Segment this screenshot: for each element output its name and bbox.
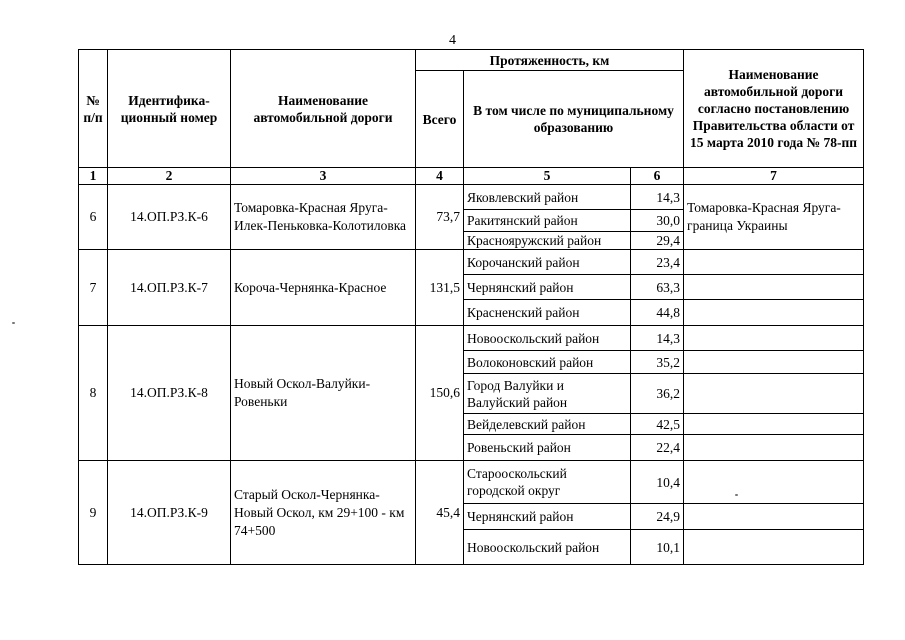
district-km: 29,4 [631, 232, 684, 250]
district-name: Корочанский район [464, 250, 631, 275]
district-name: Вейделевский район [464, 414, 631, 435]
decree-cell [684, 461, 864, 504]
decree-cell [684, 374, 864, 414]
column-number: 3 [231, 168, 416, 185]
road-name: Старый Оскол-Чернянка-Новый Оскол, км 29+100 - км 74+500 [231, 461, 416, 565]
page-number: 4 [449, 33, 456, 48]
road-id: 14.ОП.РЗ.К-8 [108, 326, 231, 461]
road-total: 150,6 [416, 326, 464, 461]
road-total: 73,7 [416, 185, 464, 250]
road-id: 14.ОП.РЗ.К-7 [108, 250, 231, 326]
district-name: Чернянский район [464, 504, 631, 530]
road-total: 131,5 [416, 250, 464, 326]
header-decree: Наименование автомобильной дороги согласно постановлению Правительства области от 15 марта 2010 года № 78-пп [684, 50, 864, 168]
road-num: 9 [79, 461, 108, 565]
column-number: 7 [684, 168, 864, 185]
district-name: Волоконовский район [464, 351, 631, 374]
district-name: Краснояружский район [464, 232, 631, 250]
scan-speck [735, 494, 738, 496]
table-row [79, 185, 864, 210]
decree-cell [684, 530, 864, 565]
decree-name: Томаровка-Красная Яруга-граница Украины [684, 185, 864, 250]
decree-cell [684, 326, 864, 351]
district-km: 24,9 [631, 504, 684, 530]
district-name: Красненский район [464, 300, 631, 326]
scan-speck [12, 322, 15, 324]
district-name: Город Валуйки и Валуйский район [464, 374, 631, 414]
column-number: 2 [108, 168, 231, 185]
road-name: Короча-Чернянка-Красное [231, 250, 416, 326]
road-total: 45,4 [416, 461, 464, 565]
road-num: 6 [79, 185, 108, 250]
header-length: Протяженность, км [416, 50, 684, 71]
column-numbers-row [79, 168, 864, 185]
table-row [79, 326, 864, 351]
road-id: 14.ОП.РЗ.К-9 [108, 461, 231, 565]
district-km: 42,5 [631, 414, 684, 435]
district-km: 10,1 [631, 530, 684, 565]
column-number: 1 [79, 168, 108, 185]
district-km: 63,3 [631, 275, 684, 300]
district-km: 35,2 [631, 351, 684, 374]
decree-cell [684, 275, 864, 300]
district-km: 36,2 [631, 374, 684, 414]
road-num: 7 [79, 250, 108, 326]
district-km: 44,8 [631, 300, 684, 326]
decree-cell [684, 250, 864, 275]
decree-cell [684, 300, 864, 326]
district-name: Новооскольский район [464, 326, 631, 351]
decree-cell [684, 504, 864, 530]
road-name: Томаровка-Красная Яруга-Илек-Пеньковка-Колотиловка [231, 185, 416, 250]
column-number: 6 [631, 168, 684, 185]
table-row [79, 461, 864, 504]
column-number: 5 [464, 168, 631, 185]
district-name: Чернянский район [464, 275, 631, 300]
district-km: 14,3 [631, 185, 684, 210]
header-id: Идентифика-ционный номер [108, 50, 231, 168]
road-name: Новый Оскол-Валуйки-Ровеньки [231, 326, 416, 461]
road-id: 14.ОП.РЗ.К-6 [108, 185, 231, 250]
table-row [79, 250, 864, 275]
header-name: Наименование автомобильной дороги [231, 50, 416, 168]
decree-cell [684, 435, 864, 461]
decree-cell [684, 414, 864, 435]
district-km: 23,4 [631, 250, 684, 275]
district-name: Ракитянский район [464, 210, 631, 232]
district-km: 30,0 [631, 210, 684, 232]
header-row-top [79, 50, 864, 71]
district-km: 22,4 [631, 435, 684, 461]
road-num: 8 [79, 326, 108, 461]
header-total: Всего [416, 71, 464, 168]
roads-table [78, 49, 864, 565]
district-km: 14,3 [631, 326, 684, 351]
header-municipal: В том числе по муниципальному образованию [464, 71, 684, 168]
column-number: 4 [416, 168, 464, 185]
district-name: Ровеньский район [464, 435, 631, 461]
district-name: Старооскольский городской округ [464, 461, 631, 504]
decree-cell [684, 351, 864, 374]
district-km: 10,4 [631, 461, 684, 504]
district-name: Яковлевский район [464, 185, 631, 210]
header-num: № п/п [79, 50, 108, 168]
district-name: Новооскольский район [464, 530, 631, 565]
